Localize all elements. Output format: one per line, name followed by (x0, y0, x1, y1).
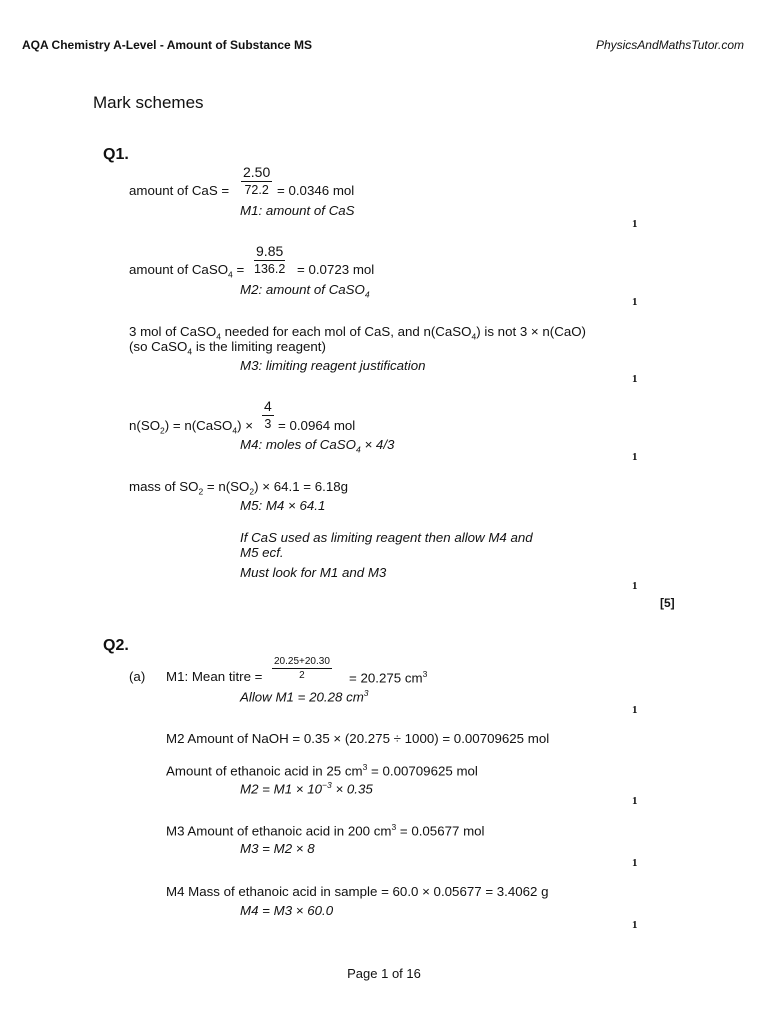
q2-m3-mark: 1 (632, 857, 638, 869)
q2-m1-fraction (272, 656, 332, 681)
q1-step4-mark: 1 (632, 451, 638, 463)
q1-step3-note: M3: limiting reagent justification (240, 358, 426, 373)
q1-step1-mark: 1 (632, 218, 638, 230)
q2-m2-note: $M2 = M1 \times 10^{-3} \times 0.35$ (240, 780, 373, 797)
q1-step2-prefix: amount of CaSO$_4$ = (129, 262, 245, 280)
q2-m2-line2: Amount of ethanoic acid in 25 $cm^3 = 0.00709625$ mol (166, 762, 478, 779)
q1-step1-result: = 0.0346 mol (277, 183, 355, 198)
q1-step2-note: M2: amount of CaSO$_4$ (240, 282, 370, 300)
q1-step4-prefix: $n(SO_2)$ = n(CaSO$_4$) × (129, 418, 254, 436)
fraction-denominator: 136.2 (254, 262, 286, 276)
q1-step4-note: M4: moles of CaSO$_4$ × 4/3 (240, 437, 395, 455)
q1-step5-extra2: M5 ecf. (240, 545, 284, 560)
q1-step5-mark: 1 (632, 580, 638, 592)
q2-m4-line: M4 Mass of ethanoic acid in sample = 60.0 × 0.05677 = 3.4062 g (166, 884, 549, 899)
q1-label: Q1. (103, 146, 129, 163)
q2-part-label: (a) (129, 669, 146, 684)
q1-step3-line2: (so CaSO$_4$ is the limiting reagent) (129, 339, 326, 357)
q1-step1-prefix: amount of CaS = (129, 183, 230, 198)
q1-step2-mark: 1 (632, 296, 638, 308)
fraction-numerator: 2.50 (243, 164, 271, 180)
q2-m4-note: M4 = M3 × 60.0 (240, 903, 334, 918)
q1-step5-note: M5: M4 × 64.1 (240, 498, 326, 513)
q2-m2-mark: 1 (632, 795, 638, 807)
q1-step3-mark: 1 (632, 373, 638, 385)
q2-m4-mark: 1 (632, 919, 638, 931)
fraction-numerator: 4 (264, 398, 272, 414)
q1-step1-note: M1: amount of CaS (240, 203, 355, 218)
q2-m3-note: M3 = M2 × 8 (240, 841, 315, 856)
q2-m1-mark: 1 (632, 704, 638, 716)
fraction-denominator: 72.2 (244, 183, 269, 197)
q1-step3-line1: 3 mol of CaSO$_4$ needed for each mol of CaS, and n(CaSO$_4$) is not 3 × n(CaO) (129, 324, 586, 342)
q2-m3-line: M3 Amount of ethanoic acid in 200 $cm^3 = 0.05677$ mol (166, 822, 485, 839)
q2-m1-result: = 20.275 $cm^3$ (349, 669, 428, 686)
fraction-numerator: 20.25+20.30 (274, 656, 330, 667)
section-title: Mark schemes (93, 93, 204, 112)
header-site: PhysicsAndMathsTutor.com (595, 38, 744, 52)
q2-m1-note: Allow M1 = 20.28 $cm^3$ (240, 688, 369, 705)
fraction-denominator: 2 (299, 670, 305, 681)
q2-m1-prefix: M1: Mean titre = (166, 669, 263, 684)
page-number: Page 1 of 16 (347, 966, 421, 981)
header-title: AQA Chemistry A-Level - Amount of Substance MS (22, 38, 313, 52)
q1-step2-result: = 0.0723 mol (297, 262, 375, 277)
q1-step4-result: = 0.0964 mol (278, 418, 356, 433)
q2-m2-line1: M2 Amount of NaOH = 0.35 × (20.275 ÷ 1000) = 0.00709625 mol (166, 731, 550, 746)
q1-step2-fraction (254, 243, 285, 276)
q1-step5-extra1: If CaS used as limiting reagent then allow M4 and (240, 530, 533, 545)
q1-step5-extra3: Must look for M1 and M3 (240, 565, 387, 580)
fraction-numerator: 9.85 (254, 243, 285, 261)
q1-step4-fraction (262, 398, 274, 431)
q2-label: Q2. (103, 637, 129, 654)
q1-step5-line: mass of $SO_2 = n(SO_2) \times 64.1 = 6.18g$ (129, 479, 349, 497)
fraction-denominator: 3 (264, 417, 272, 431)
q1-total-marks: [5] (660, 596, 675, 610)
q1-step1-fraction (241, 164, 272, 197)
